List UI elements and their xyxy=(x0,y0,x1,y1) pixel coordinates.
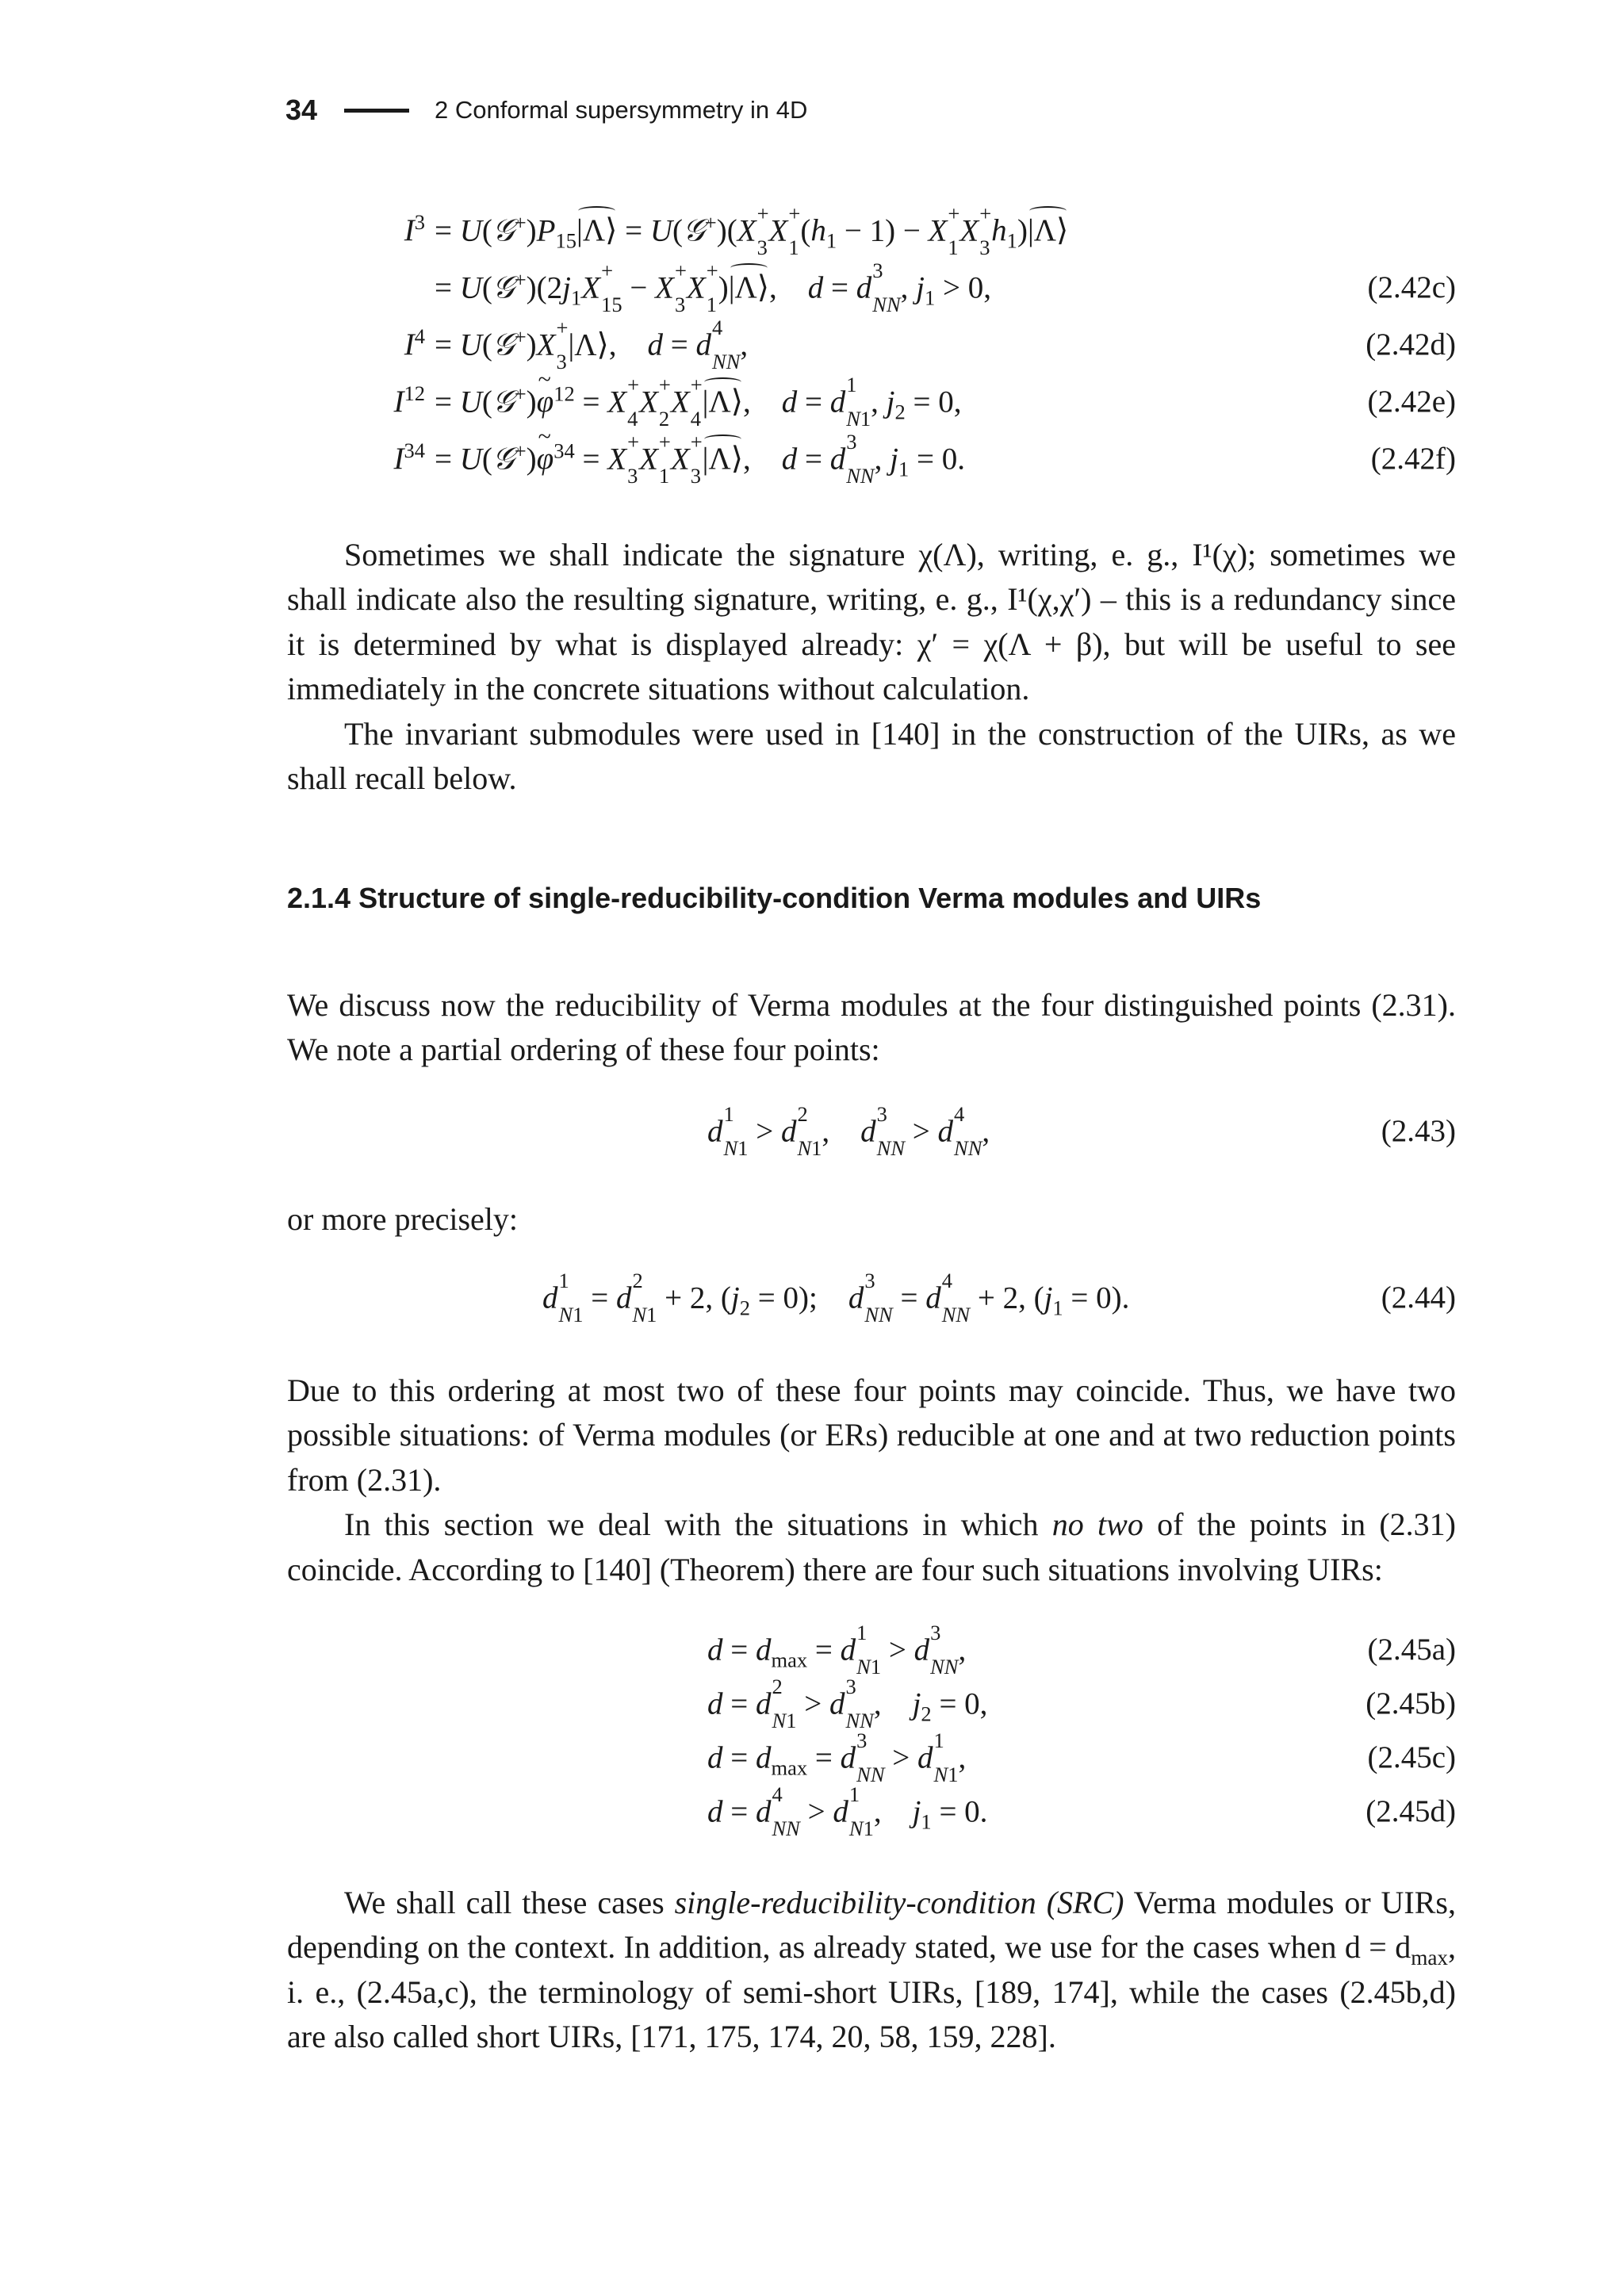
equation-row: $I^{34}$ = U(𝒢+)~ $\varphi^{34} = X$ + 3 X + 1 X + 3 |Λ⟩, d = d 3 NN , $j_1 = 0$. (2.42f) xyxy=(287,441,1456,488)
equation-number: (2.42f) xyxy=(1370,442,1456,476)
equation-row: $I^4$ = U(𝒢+)X + 3 |Λ⟩, d = d 4 NN , (2.42d) xyxy=(404,316,1456,373)
paragraph: We discuss now the reducibility of Verma modules at the four distinguished points (2.31). We note a partial ordering of these four points: xyxy=(287,987,1456,1068)
header-rule xyxy=(344,109,409,113)
page: 34 2 Conformal supersymmetry in 4D $I^3$ = $U(𝒢^+)P_{15}|\Lambda⟩$ = U(𝒢+)(X + 3 X + 1 $(h_1 - 1) - X$ + 1 X + 3 $h_1)|\Lambda⟩$ = $U(𝒢^+)(2j_1X$ + 15 − X + 3 X + 1 )|Λ⟩, d = d 3 NN , $j_1 > 0$, (2.42c) $I^4$ = U(𝒢+)X + 3 |Λ⟩, d = d 4 NN , (2.42d) $I^{12}$ = U(𝒢+)~ $\varphi^{12} = X$ + 4 X + 2 X + 4 |Λ⟩, d = d 1 N1 , $j_2 = 0$, (2.42e) $I^{34}$ = U(𝒢+)~ $\varphi^{34} = X$ + 3 X + 1 X + 3 |Λ⟩, d = d 3 NN , $j_1 = 0$. (2.42f) Sometimes we shall indicate the signature χ(Λ), writing, e. g., I¹(χ); sometimes we shall indicate also the resulting signature, writing, e. g., I¹(χ,χ′) – this is a redundancy since it is determined by what is displayed already: χ′ = χ(Λ + β), but will be useful to see immediately in the concrete situations without calculation. The invariant submodules were used in [140] in the construction of the UIRs, as we shall recall below. 2.1.4 Structure of single-reducibility-condition Verma modules and UIRs We discuss now the reducibility of Verma modules at the four distinguished points (2.31). We note a partial ordering of these four points: d 1 N1 > d 2 N1 , d 3 NN > d 4 NN , (2.43) or more precisely: d 1 N1 = d 2 N1 + 2, $(j_2 = 0)$; d 3 NN = d 4 NN + 2, $(j_1 = 0)$. (2.44) Due to this ordering at most two of these four points may coincide. Thus, we have two possible situations: of Verma modules (or ERs) reducible at one and at two reduction points from (2.31). In this section we deal with the situations in which no two of the points in (2.31) coincide. According to [140] (Theorem) there are four such situations involving UIRs: $d = d_{max} = d$ 1 N1 > d 3 NN , (2.45a) d = d 2 N1 > d 3 NN , $j_2 = 0$, (2.45b) $d = d_{max} = d$ 3 NN > d 1 N1 , (2.45c) d = d 4 NN > d 1 N1 , $j_1 = 0$. (2.45d) We shall call these cases single-reducibility-condition (SRC) Verma modules or UIRs, depending on the context. In addition, as already stated, we use for the cases when $d = d_{max}$, i. e., (2.45a,c), the terminology of semi-short UIRs, [189, 174], while the cases (2.45b,d) are also called short UIRs, [171, 175, 174, 20, 58, 159, 228]. xyxy=(0,0,1624,2293)
equation-number: (2.43) xyxy=(1381,1114,1456,1148)
paragraph: Due to this ordering at most two of these four points may coincide. Thus, we have two possible situations: of Verma modules (or ERs) reducible at one and at two reduction points from (2.31). xyxy=(287,1372,1456,1498)
equation-number: (2.42c) xyxy=(1367,270,1456,304)
equation-number: (2.45c) xyxy=(1367,1740,1456,1774)
equation-number: (2.42d) xyxy=(1365,327,1456,362)
section-heading: 2.1.4 Structure of single-reducibility-condition Verma modules and UIRs xyxy=(287,882,1262,914)
body-text-1 xyxy=(287,533,1456,801)
equation-number: (2.45b) xyxy=(1365,1686,1456,1721)
body-text-4 xyxy=(287,1369,1456,1592)
equation-number: (2.45d) xyxy=(1365,1794,1456,1828)
running-header xyxy=(285,90,807,130)
body-text-5 xyxy=(287,1881,1456,2060)
page-number: 34 xyxy=(285,94,318,126)
body-text-3 xyxy=(287,1197,1456,1242)
paragraph: We shall call these cases single-reducibility-condition (SRC) Verma modules or UIRs, depending on the context. In addition, as already stated, we use for the cases when $d = d_{max}$, i. e., (2.45a,c), the terminology of semi-short UIRs, [189, 174], while the cases (2.45b,d) are also called short UIRs, [171, 175, 174, 20, 58, 159, 228]. xyxy=(287,1885,1456,2055)
chapter-title: 2 Conformal supersymmetry in 4D xyxy=(435,96,808,124)
equation-row: $I^{12}$ = U(𝒢+)~ $\varphi^{12} = X$ + 4 X + 2 X + 4 |Λ⟩, d = d 1 N1 , $j_2 = 0$, (2.42e) xyxy=(287,384,1456,431)
paragraph: The invariant submodules were used in [140] in the construction of the UIRs, as we shall recall below. xyxy=(287,715,1456,797)
equation-number: (2.42e) xyxy=(1367,385,1456,419)
paragraph: or more precisely: xyxy=(287,1201,518,1237)
body-text-2 xyxy=(287,983,1456,1073)
equation-row: $I^3$ = $U(𝒢^+)P_{15}|\Lambda⟩$ = U(𝒢+)(X + 3 X + 1 $(h_1 - 1) - X$ + 1 X + 3 $h_1)|\Lambda⟩$ xyxy=(404,201,1069,259)
paragraph: Sometimes we shall indicate the signature χ(Λ), writing, e. g., I¹(χ); sometimes we shall indicate also the resulting signature, writing, e. g., I¹(χ,χ′) – this is a redundancy since it is determined by what is displayed already: χ′ = χ(Λ + β), but will be useful to see immediately in the concrete situations without calculation. xyxy=(287,537,1456,707)
paragraph: In this section we deal with the situations in which no two of the points in (2.31) coincide. According to [140] (Theorem) there are four such situations involving UIRs: xyxy=(287,1506,1456,1587)
equation-row: = $U(𝒢^+)(2j_1X$ + 15 − X + 3 X + 1 )|Λ⟩, d = d 3 NN , $j_1 > 0$, (2.42c) xyxy=(435,258,1456,316)
equation-number: (2.44) xyxy=(1381,1280,1456,1315)
equation-number: (2.45a) xyxy=(1367,1633,1456,1667)
